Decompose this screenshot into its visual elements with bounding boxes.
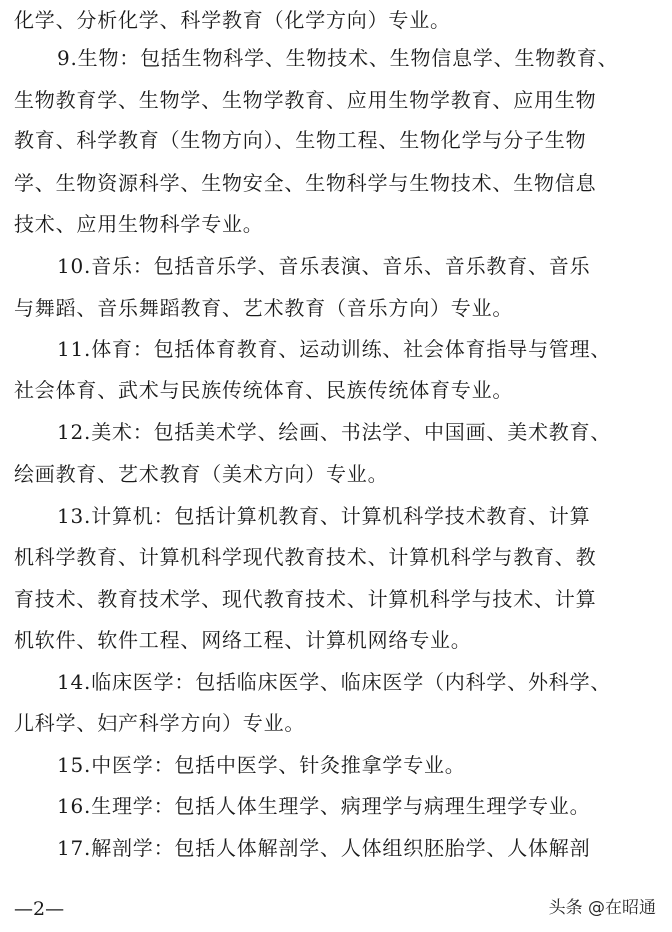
- text-line: 11.体育：包括体育教育、运动训练、社会体育指导与管理、: [57, 337, 612, 361]
- text-line: 机科学教育、计算机科学现代教育技术、计算机科学与教育、教: [14, 545, 597, 569]
- text-line: 育技术、教育技术学、现代教育技术、计算机科学与技术、计算: [14, 587, 597, 611]
- text-line: 化学、分析化学、科学教育（化学方向）专业。: [14, 8, 451, 32]
- text-line: 与舞蹈、音乐舞蹈教育、艺术教育（音乐方向）专业。: [14, 296, 514, 320]
- text-line: 10.音乐：包括音乐学、音乐表演、音乐、音乐教育、音乐: [57, 254, 591, 278]
- page-number: —2—: [14, 898, 65, 920]
- text-line: 机软件、软件工程、网络工程、计算机网络专业。: [14, 628, 472, 652]
- watermark: 头条 @在昭通: [548, 898, 656, 918]
- text-line: 15.中医学：包括中医学、针灸推拿学专业。: [57, 753, 466, 777]
- text-line: 12.美术：包括美术学、绘画、书法学、中国画、美术教育、: [57, 420, 612, 444]
- text-line: 教育、科学教育（生物方向）、生物工程、生物化学与分子生物: [14, 128, 587, 152]
- text-line: 9.生物：包括生物科学、生物技术、生物信息学、生物教育、: [57, 46, 619, 70]
- text-line: 13.计算机：包括计算机教育、计算机科学技术教育、计算: [57, 504, 591, 528]
- text-line: 学、生物资源科学、生物安全、生物科学与生物技术、生物信息: [14, 171, 597, 195]
- text-line: 绘画教育、艺术教育（美术方向）专业。: [14, 462, 389, 486]
- text-line: 生物教育学、生物学、生物学教育、应用生物学教育、应用生物: [14, 88, 597, 112]
- text-line: 14.临床医学：包括临床医学、临床医学（内科学、外科学、: [57, 670, 612, 694]
- text-line: 技术、应用生物科学专业。: [14, 212, 264, 236]
- text-line: 儿科学、妇产科学方向）专业。: [14, 711, 306, 735]
- text-line: 17.解剖学：包括人体解剖学、人体组织胚胎学、人体解剖: [57, 836, 591, 860]
- text-line: 社会体育、武术与民族传统体育、民族传统体育专业。: [14, 378, 514, 402]
- text-line: 16.生理学：包括人体生理学、病理学与病理生理学专业。: [57, 794, 591, 818]
